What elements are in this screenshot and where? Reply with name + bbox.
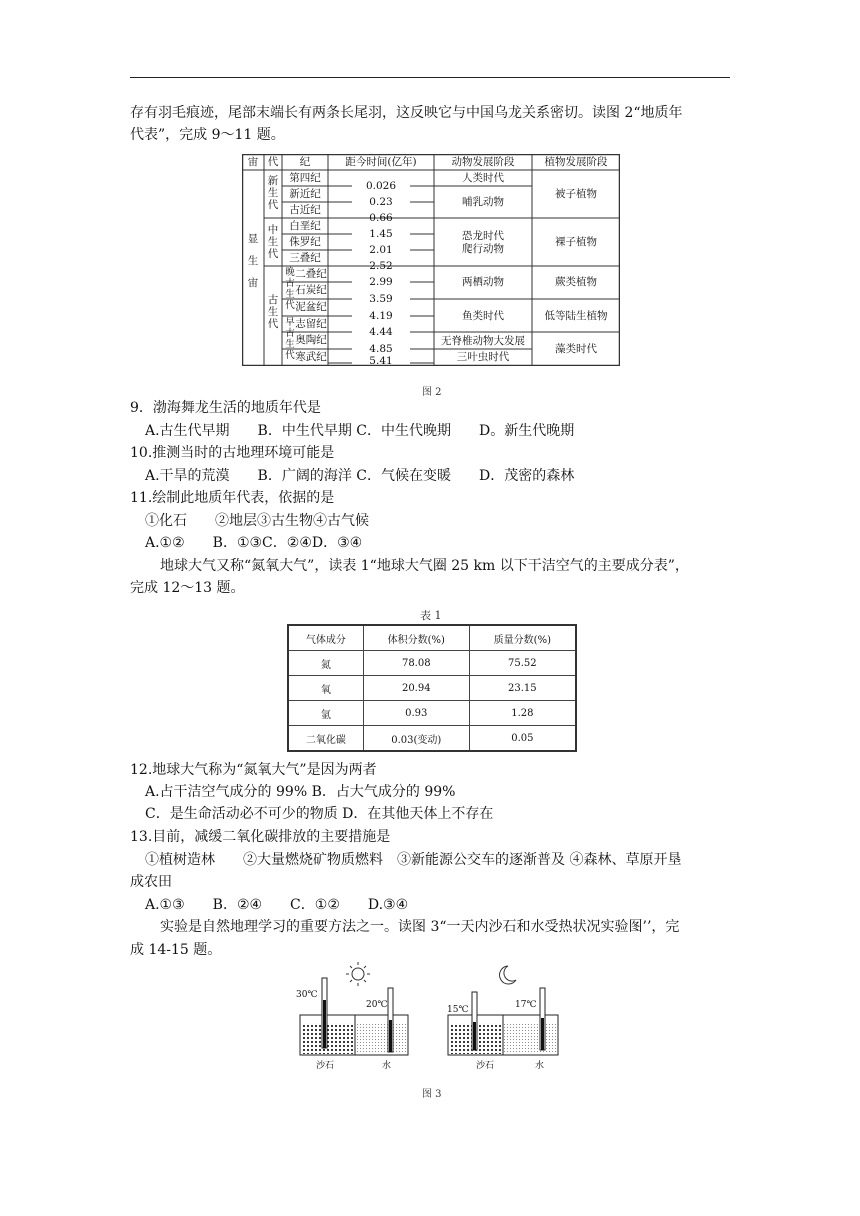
- time-value: 4.44: [369, 326, 393, 338]
- table-cell: 23.15: [469, 676, 576, 701]
- fig3-caption: 图 3: [422, 1089, 442, 1100]
- time-value: 1.45: [369, 228, 393, 240]
- animal-stage: 人类时代: [462, 172, 504, 184]
- plant-stage: 藻类时代: [555, 343, 597, 355]
- time-value: 2.99: [369, 276, 393, 288]
- table-cell: 75.52: [469, 651, 576, 676]
- intro3-line-2: 成 14-15 题。: [130, 942, 222, 958]
- geologic-time-table: [242, 154, 620, 366]
- time-value: 2.01: [369, 244, 393, 256]
- table-row: [288, 726, 576, 752]
- day-water-temp: 20℃: [366, 1000, 388, 1010]
- air-composition-table: [287, 624, 577, 752]
- era-cenozoic: 新生代: [267, 175, 279, 211]
- header-period: 纪: [299, 156, 311, 168]
- time-value: 0.026: [365, 180, 397, 192]
- time-value: 0.66: [369, 212, 393, 224]
- time-value: 4.19: [369, 310, 393, 322]
- table-cell: 氩: [288, 701, 363, 726]
- period-row: 寒武纪: [295, 351, 327, 363]
- day-water-label: 水: [382, 1061, 392, 1071]
- table-cell: 1.28: [469, 701, 576, 726]
- intro-line-2: 代表”，完成 9～11 题。: [130, 127, 285, 143]
- day-sand-temp: 30℃: [296, 990, 318, 1000]
- era-mesozoic: 中生代: [267, 224, 279, 260]
- fig2-caption: 图 2: [422, 387, 442, 398]
- table-header-cell: 气体成分: [288, 625, 363, 651]
- day-sand-label: 沙石: [316, 1061, 335, 1071]
- time-value: 4.85: [369, 343, 393, 355]
- q11-options: A.①② B．①③C．②④D．③④: [145, 535, 363, 551]
- plant-stage: 裸子植物: [555, 236, 597, 248]
- q12-stem: 12.地球大气称为“氮氧大气”是因为两者: [130, 762, 377, 778]
- period-row: 石炭纪: [295, 284, 327, 296]
- sun-icon: [346, 962, 370, 986]
- plant-stage: 蕨类植物: [555, 276, 597, 288]
- intro3-line-1: 实验是自然地理学习的重要方法之一。读图 3“一天内沙石和水受热状况实验图’’，完: [160, 919, 680, 935]
- period-row: 白垩纪: [289, 220, 321, 232]
- q12-options-ab: A.占干洁空气成分的 99% B．占大气成分的 99%: [145, 784, 456, 800]
- q9-options: A.古生代早期 B．中生代早期 C．中生代晚期 D。新生代晚期: [145, 423, 575, 439]
- animal-stage: 两栖动物: [462, 276, 504, 288]
- table-row: [288, 651, 576, 676]
- era-paleozoic: 古生代: [267, 294, 279, 330]
- table-header-row: [288, 625, 576, 651]
- plant-stage: 低等陆生植物: [544, 310, 608, 322]
- table-row: [288, 701, 576, 726]
- moon-icon: [500, 966, 516, 984]
- night-sand-temp: 15℃: [447, 1005, 469, 1015]
- era-late-paleozoic: 晚古生代: [285, 267, 295, 311]
- table-cell: 0.03(变动): [363, 726, 469, 752]
- q10-stem: 10.推测当时的古地理环境可能是: [130, 445, 335, 461]
- period-row: 奥陶纪: [295, 334, 327, 346]
- night-water-label: 水: [535, 1061, 545, 1071]
- period-row: 古近纪: [289, 204, 321, 216]
- q13-options: A.①③ B．②④ C．①② D.③④: [145, 897, 409, 913]
- table-cell: 0.05: [469, 726, 576, 752]
- header-rule: [130, 77, 730, 78]
- sand-water-experiment-figure: [290, 960, 560, 1080]
- period-row: 泥盆纪: [295, 301, 327, 313]
- animal-stage: 鱼类时代: [462, 310, 504, 322]
- q10-options: A.干旱的荒漠 B．广阔的海洋 C．气候在变暖 D．茂密的森林: [145, 468, 575, 484]
- header-time: 距今时间(亿年): [345, 156, 417, 168]
- q13-items-cont: 成农田: [130, 874, 172, 890]
- period-row: 新近纪: [289, 188, 321, 200]
- table-cell: 氧: [288, 676, 363, 701]
- animal-stage: 三叶虫时代: [456, 351, 510, 363]
- intro2-line-1: 地球大气又称“氮氧大气”，读表 1“地球大气圈 25 km 以下干洁空气的主要成分表”，: [160, 558, 689, 574]
- q11-items: ①化石 ②地层③古生物④古气候: [145, 513, 369, 529]
- table-cell: 20.94: [363, 676, 469, 701]
- time-value: 3.59: [369, 293, 393, 305]
- table-cell: 二氧化碳: [288, 726, 363, 752]
- q9-stem: 9．渤海舞龙生活的地质年代是: [130, 400, 321, 416]
- table-cell: 78.08: [363, 651, 469, 676]
- table-cell: 氮: [288, 651, 363, 676]
- table-header-cell: 质量分数(%): [469, 625, 576, 651]
- header-eon: 宙: [247, 156, 259, 168]
- period-row: 侏罗纪: [289, 236, 321, 248]
- table-cell: 0.93: [363, 701, 469, 726]
- intro2-line-2: 完成 12～13 题。: [130, 580, 245, 596]
- period-row: 志留纪: [295, 318, 327, 330]
- q12-options-cd: C．是生命活动必不可少的物质 D．在其他天体上不存在: [145, 806, 494, 822]
- header-plant: 植物发展阶段: [544, 156, 608, 168]
- eon-label: 显生宙: [247, 233, 259, 289]
- time-value: 0.23: [369, 196, 393, 208]
- animal-stage: 无脊椎动物大发展: [441, 335, 525, 347]
- animal-stage: 哺乳动物: [462, 196, 504, 208]
- animal-stage: 爬行动物: [462, 243, 504, 255]
- table-row: [288, 676, 576, 701]
- night-water-temp: 17℃: [515, 1000, 537, 1010]
- period-row: 二叠纪: [295, 268, 327, 280]
- period-row: 三叠纪: [289, 252, 321, 264]
- plant-stage: 被子植物: [555, 188, 597, 200]
- night-sand-label: 沙石: [476, 1061, 495, 1071]
- header-era: 代: [267, 156, 279, 168]
- intro-line-1: 存有羽毛痕迹，尾部末端长有两条长尾羽，这反映它与中国乌龙关系密切。读图 2“地质年: [130, 105, 683, 121]
- table1-caption: 表 1: [420, 609, 442, 622]
- q13-items: ①植树造林 ②大量燃烧矿物质燃料 ③新能源公交车的逐渐普及 ④森林、草原开垦: [145, 852, 682, 868]
- q13-stem: 13.目前，减缓二氧化碳排放的主要措施是: [130, 829, 391, 845]
- table-header-cell: 体积分数(%): [363, 625, 469, 651]
- period-row: 第四纪: [289, 172, 321, 184]
- era-early-paleozoic: 早古生代: [285, 317, 295, 361]
- animal-stage: 恐龙时代: [462, 230, 504, 242]
- header-animal: 动物发展阶段: [451, 156, 515, 168]
- time-value: 2.52: [369, 260, 393, 272]
- time-value: 5.41: [369, 355, 393, 367]
- q11-stem: 11.绘制此地质年代表，依据的是: [130, 490, 335, 506]
